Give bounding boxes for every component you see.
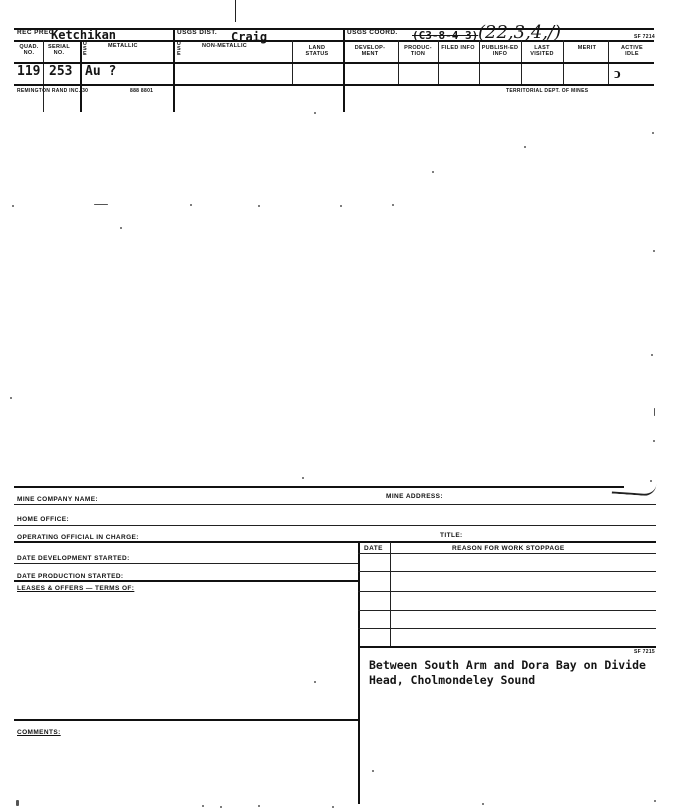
scan-speck bbox=[302, 477, 304, 479]
divider-quad-serial bbox=[43, 40, 44, 112]
rule-stoppage-5 bbox=[358, 646, 656, 648]
scan-speck bbox=[220, 806, 222, 808]
scan-speck bbox=[258, 805, 260, 807]
scan-speck bbox=[10, 397, 12, 399]
home-office-label: HOME OFFICE: bbox=[17, 516, 70, 523]
col-metallic: METALLIC bbox=[108, 43, 138, 49]
scan-speck bbox=[258, 205, 260, 207]
title-label: TITLE: bbox=[440, 532, 463, 539]
scan-speck bbox=[314, 681, 316, 683]
usgs-coord-struck: (C3-8-4 3) bbox=[412, 29, 479, 42]
operating-official-label: OPERATING OFFICIAL IN CHARGE: bbox=[17, 534, 139, 541]
date-development-started-label: DATE DEVELOPMENT STARTED: bbox=[17, 555, 130, 562]
mine-address-label: MINE ADDRESS: bbox=[386, 493, 443, 500]
scan-speck bbox=[652, 132, 654, 134]
scan-speck bbox=[524, 146, 526, 148]
col-last-visited: LAST VISITED bbox=[530, 45, 554, 57]
scan-speck bbox=[654, 408, 655, 416]
rec-prec-value: Ketchikan bbox=[51, 28, 117, 42]
scan-speck bbox=[190, 204, 192, 206]
scan-speck bbox=[650, 480, 652, 482]
printer-codes: 888 8801 bbox=[130, 88, 154, 94]
top-tick-line bbox=[235, 0, 236, 22]
printer-imprint: REMINGTON RAND INC. 30 bbox=[17, 88, 89, 94]
leases-offers-label: LEASES & OFFERS — TERMS OF: bbox=[17, 585, 135, 592]
col-quad-no: QUAD. NO. bbox=[19, 44, 39, 56]
department-imprint: TERRITORIAL DEPT. OF MINES bbox=[506, 88, 589, 94]
scan-speck bbox=[202, 805, 204, 807]
record-metallic: Au ? bbox=[85, 64, 117, 79]
date-production-started-label: DATE PRODUCTION STARTED: bbox=[17, 573, 124, 580]
col-merit: MERIT bbox=[577, 45, 597, 51]
col-filed-info: FILED INFO bbox=[441, 45, 475, 51]
col-development: DEVELOP-MENT bbox=[354, 45, 386, 57]
scan-curl bbox=[612, 481, 657, 496]
scan-speck bbox=[372, 770, 374, 772]
form-number-2: SF 7215 bbox=[634, 649, 656, 655]
col-active-idle: ACTIVE IDLE bbox=[621, 45, 643, 57]
comments-label: COMMENTS: bbox=[17, 729, 61, 736]
rule-leases-bottom bbox=[14, 719, 358, 721]
usgs-coord-value: (22,3,4,/) bbox=[478, 22, 562, 43]
rule-stoppage-1 bbox=[358, 571, 656, 572]
location-description: Between South Arm and Dora Bay on Divide Head, Cholmondeley Sound bbox=[369, 658, 646, 687]
col-serial-no: SERIAL NO. bbox=[48, 44, 70, 56]
rule-official bbox=[14, 541, 656, 543]
scan-speck bbox=[651, 354, 653, 356]
rule-home-office bbox=[14, 525, 656, 526]
scan-speck bbox=[653, 250, 655, 252]
rule-stoppage-4 bbox=[358, 628, 656, 629]
scan-speck bbox=[482, 803, 484, 805]
col-land-status: LAND STATUS bbox=[305, 45, 329, 57]
col-production: PRODUC-TION bbox=[404, 45, 432, 57]
scan-speck bbox=[94, 204, 108, 205]
rule-stoppage-2 bbox=[358, 591, 656, 592]
scan-speck bbox=[654, 800, 656, 802]
record-bottom-rule bbox=[14, 84, 654, 86]
col-use-nonmetallic: U S E bbox=[176, 41, 182, 57]
form-number: SF 7214 bbox=[634, 34, 656, 40]
rec-prec-label: REC PREC. bbox=[17, 29, 56, 36]
rule-stoppage-3 bbox=[358, 610, 656, 611]
col-nonmetallic: NON-METALLIC bbox=[202, 43, 248, 49]
scan-speck bbox=[16, 800, 19, 806]
header-mid-rule bbox=[14, 40, 654, 42]
col-use-metallic: U S E bbox=[82, 41, 88, 57]
date-col-divider bbox=[390, 542, 391, 646]
mine-company-name-label: MINE COMPANY NAME: bbox=[17, 496, 98, 503]
record-active-idle-mark: ↄ bbox=[614, 64, 621, 82]
usgs-dist-value: Craig bbox=[231, 30, 268, 44]
col-published-info: PUBLISH-ED INFO bbox=[481, 45, 519, 57]
scan-speck bbox=[332, 806, 334, 808]
scan-speck bbox=[120, 227, 122, 229]
rule-stoppage-header bbox=[358, 553, 656, 554]
reason-col-header: REASON FOR WORK STOPPAGE bbox=[452, 545, 565, 552]
scan-speck bbox=[432, 171, 434, 173]
rule-dev-started bbox=[14, 563, 358, 564]
scan-speck bbox=[314, 112, 316, 114]
usgs-dist-label: USGS DIST. bbox=[177, 29, 218, 36]
rule-company bbox=[14, 504, 656, 505]
scan-speck bbox=[12, 205, 14, 207]
scan-speck bbox=[340, 205, 342, 207]
scan-speck bbox=[653, 440, 655, 442]
date-col-header: DATE bbox=[364, 545, 383, 552]
record-quad-no: 119 bbox=[17, 64, 41, 79]
scan-speck bbox=[392, 204, 394, 206]
rule-prod-started bbox=[14, 580, 358, 582]
lower-center-divider bbox=[358, 542, 360, 804]
lower-top-rule bbox=[14, 486, 624, 488]
usgs-coord-label: USGS COORD. bbox=[347, 29, 398, 36]
record-serial-no: 253 bbox=[49, 64, 73, 79]
